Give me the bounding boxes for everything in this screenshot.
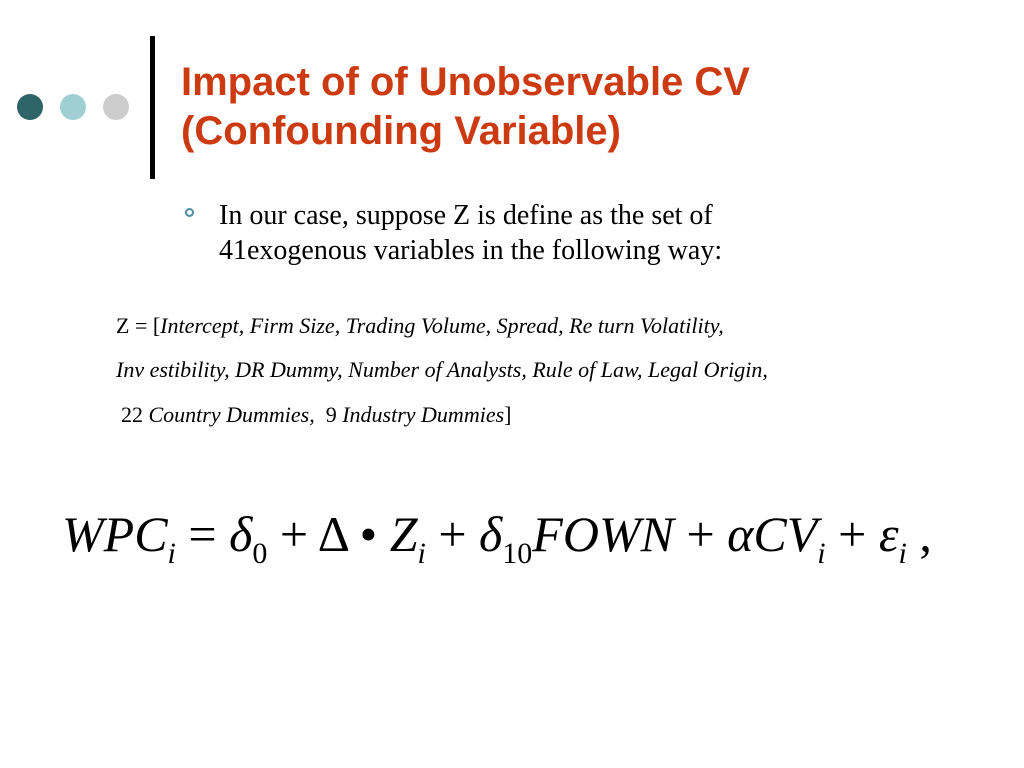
decorative-dot-dark: [17, 94, 43, 120]
eq-sub-i-1: i: [167, 537, 176, 570]
eq-epsilon: ε: [878, 506, 899, 562]
eq-sub-0: 0: [252, 537, 268, 570]
eq-equals: =: [175, 506, 230, 562]
eq-sub-10: 10: [502, 537, 533, 570]
z-terms-line-2: Inv estibility, DR Dummy, Number of Analysts, Rule of Law, Legal Origin,: [116, 357, 768, 382]
decorative-dot-light: [60, 94, 86, 120]
regression-equation: [62, 505, 932, 570]
eq-plus-3: +: [673, 506, 728, 562]
z-count-country: 22: [121, 402, 143, 427]
title-line-2: (Confounding Variable): [181, 109, 621, 153]
z-definition-line-3: [121, 402, 511, 428]
eq-fown: FOWN: [532, 506, 674, 562]
eq-trailing-comma: ,: [906, 506, 932, 562]
eq-alpha-cv: αCV: [727, 506, 818, 562]
bullet-line-2: 41exogenous variables in the following way:: [219, 235, 723, 266]
z-close-bracket: ]: [504, 402, 512, 427]
z-count-industry: 9: [325, 402, 337, 427]
eq-z: Z: [389, 506, 418, 562]
eq-sub-i-4: i: [898, 537, 907, 570]
z-industry-dummies: Industry Dummies: [342, 402, 505, 427]
slide-title: [181, 58, 981, 156]
title-line-1: Impact of of Unobservable CV: [181, 60, 750, 104]
eq-delta-10: δ: [479, 506, 503, 562]
title-divider-bar: [150, 36, 155, 179]
bullet-circle-icon: [185, 208, 194, 217]
z-definition-line-2: [116, 357, 768, 383]
z-terms-line-1: Intercept, Firm Size, Trading Volume, Spread, Re turn Volatility,: [160, 313, 724, 338]
decorative-dot-gray: [103, 94, 129, 120]
eq-sub-i-2: i: [417, 537, 426, 570]
eq-wpc: WPC: [62, 506, 168, 562]
eq-plus-2: +: [425, 506, 480, 562]
z-prefix: Z = [: [116, 313, 161, 338]
bullet-text: [219, 198, 879, 268]
z-definition-line-1: [116, 313, 724, 339]
eq-plus-4: +: [825, 506, 879, 562]
eq-plus-delta-dot: + Δ •: [267, 506, 390, 562]
bullet-line-1: In our case, suppose Z is define as the set of: [219, 200, 713, 231]
z-country-dummies: Country Dummies,: [148, 402, 315, 427]
eq-sub-i-3: i: [817, 537, 826, 570]
eq-delta-0: δ: [229, 506, 253, 562]
